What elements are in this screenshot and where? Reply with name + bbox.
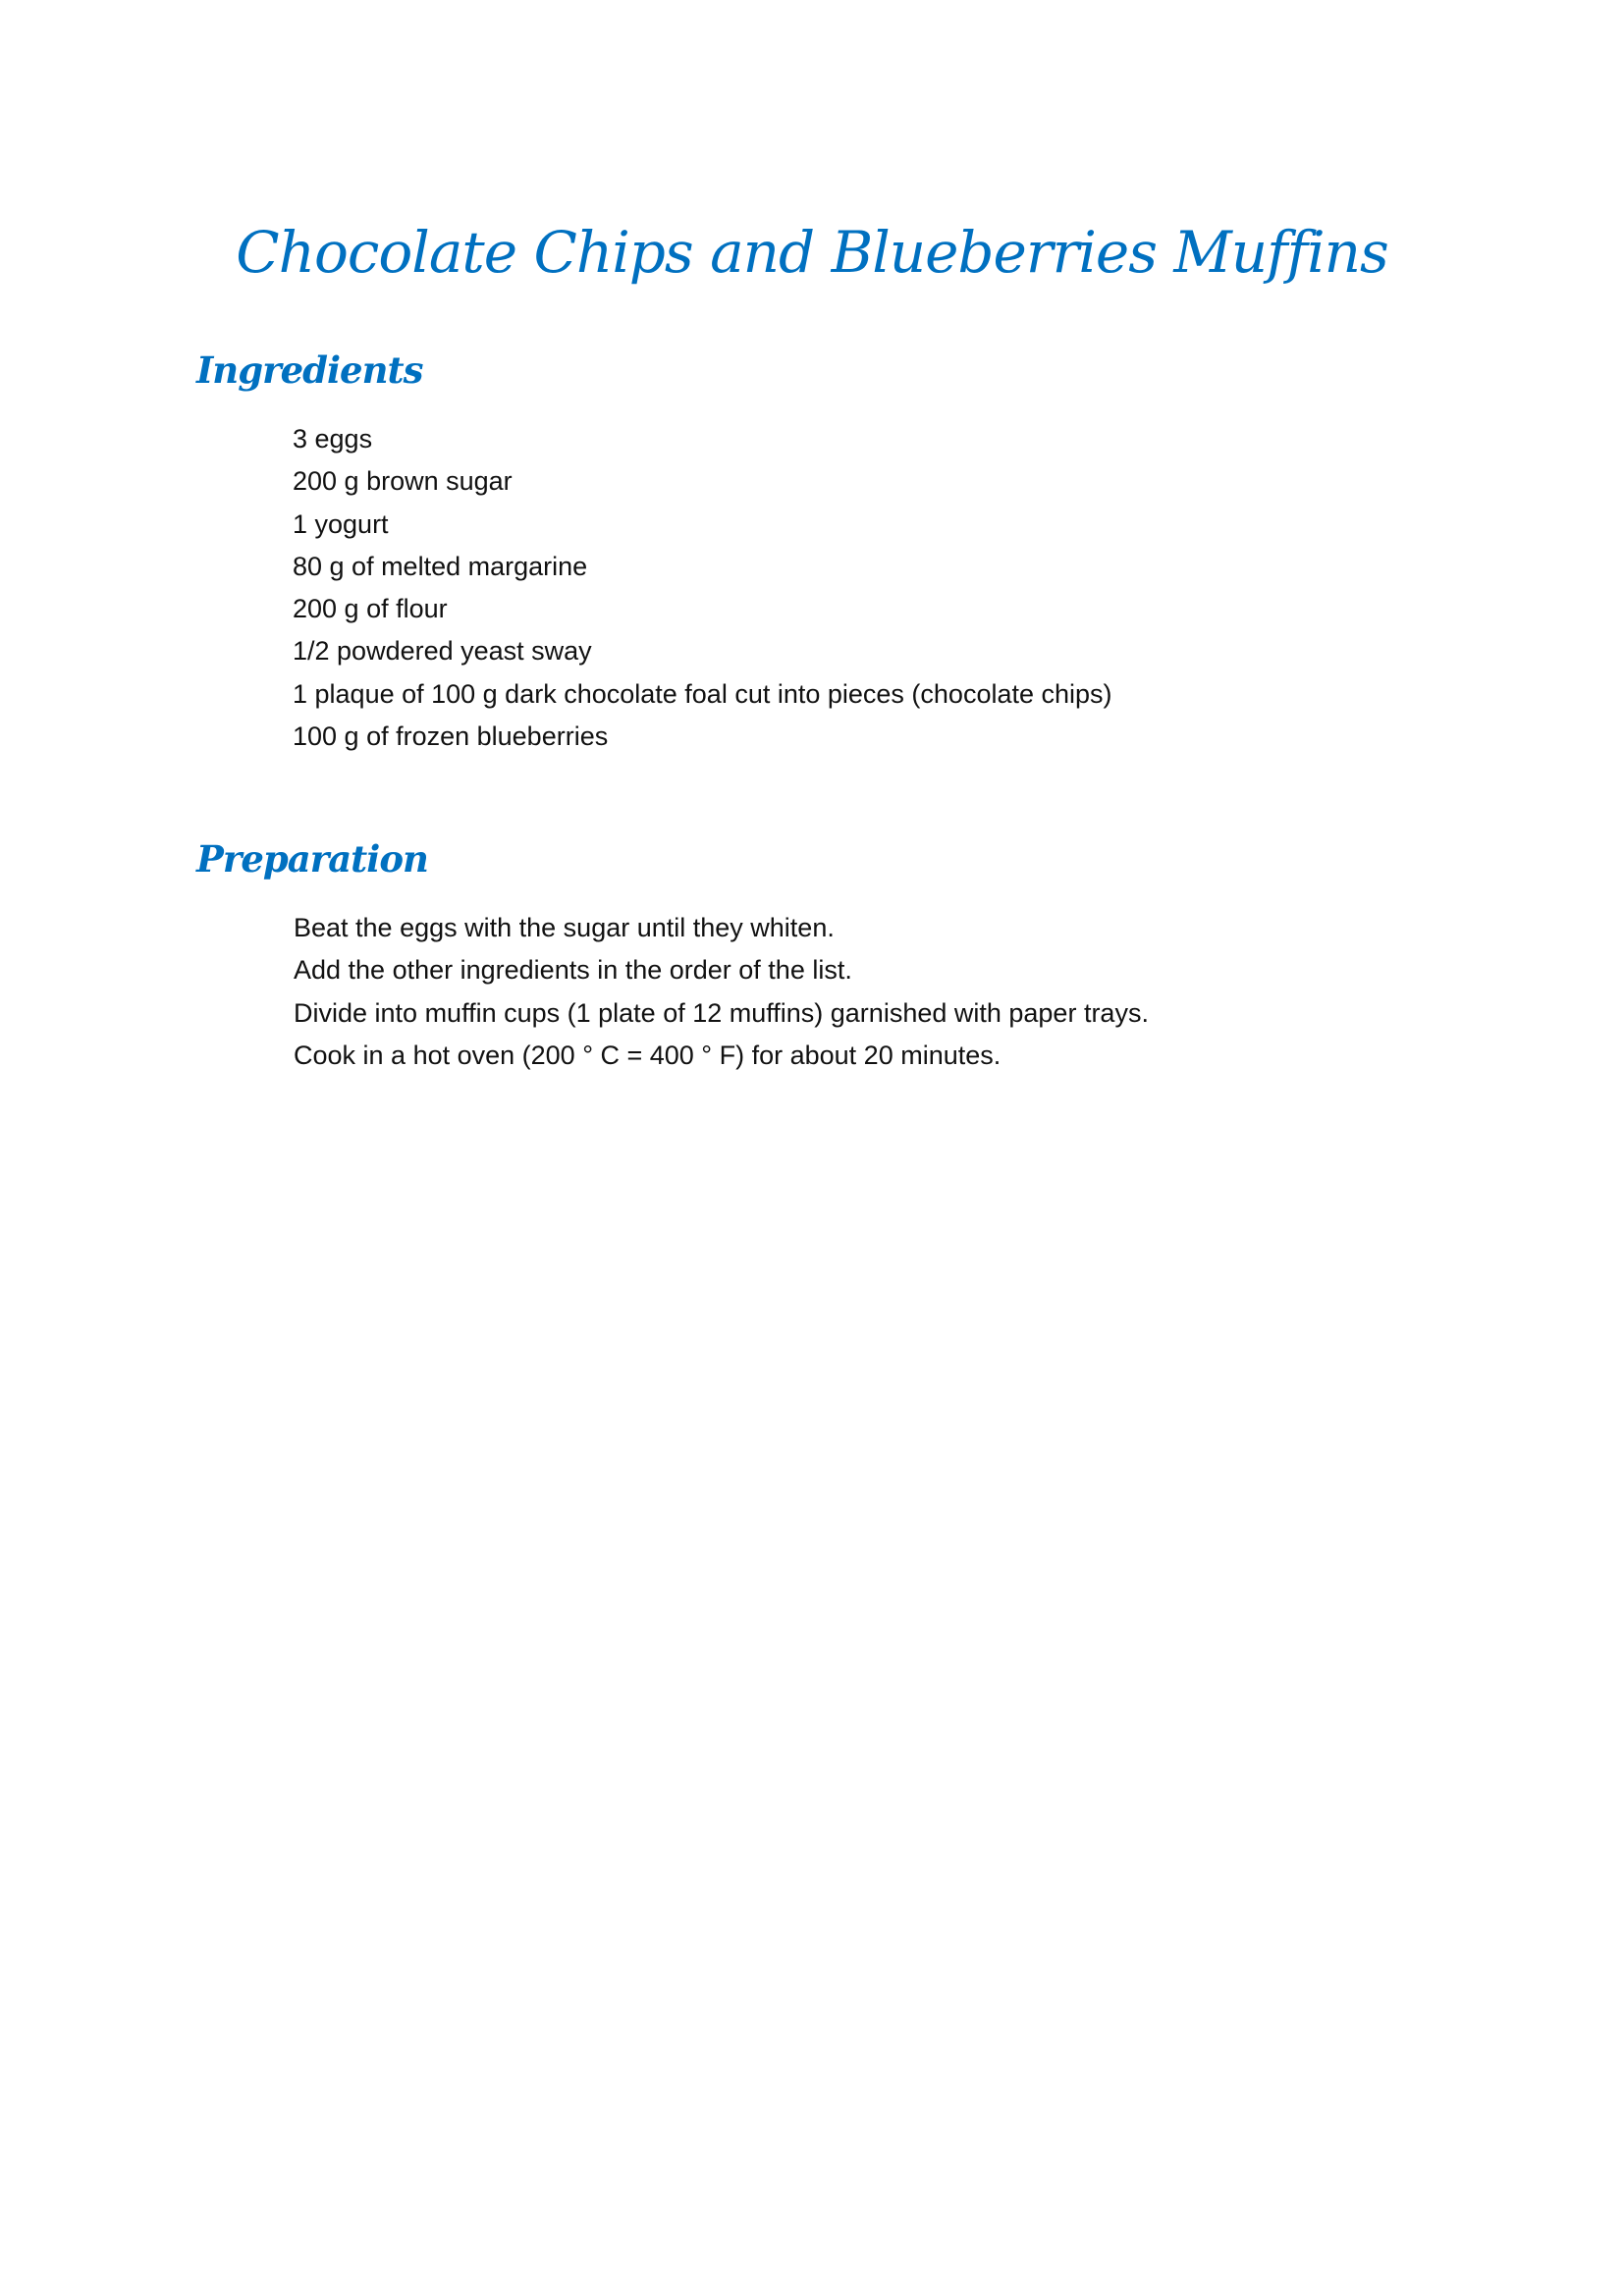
preparation-heading: Preparation <box>196 837 428 881</box>
preparation-step: Beat the eggs with the sugar until they whiten. <box>294 913 835 942</box>
ingredient-item: 1 yogurt <box>293 508 389 539</box>
ingredient-item: 1 plaque of 100 g dark chocolate foal cut into pieces (chocolate chips) <box>293 678 1112 709</box>
preparation-step: Cook in a hot oven (200 ° C = 400 ° F) for about 20 minutes. <box>294 1040 1001 1070</box>
ingredient-item: 1/2 powdered yeast sway <box>293 636 592 667</box>
ingredient-item: 3 eggs <box>293 424 373 454</box>
preparation-steps-list <box>294 907 1149 1077</box>
ingredients-list <box>293 418 1112 758</box>
ingredient-item: 100 g of frozen blueberries <box>293 721 609 752</box>
preparation-step: Add the other ingredients in the order of the list. <box>294 955 852 986</box>
page-title: Chocolate Chips and Blueberries Muffins <box>236 219 1388 286</box>
ingredients-heading: Ingredients <box>196 348 423 392</box>
preparation-step: Divide into muffin cups (1 plate of 12 muffins) garnished with paper trays. <box>294 997 1149 1028</box>
ingredient-item: 80 g of melted margarine <box>293 551 588 581</box>
ingredient-item: 200 g of flour <box>293 594 448 624</box>
ingredient-item: 200 g brown sugar <box>293 466 513 497</box>
